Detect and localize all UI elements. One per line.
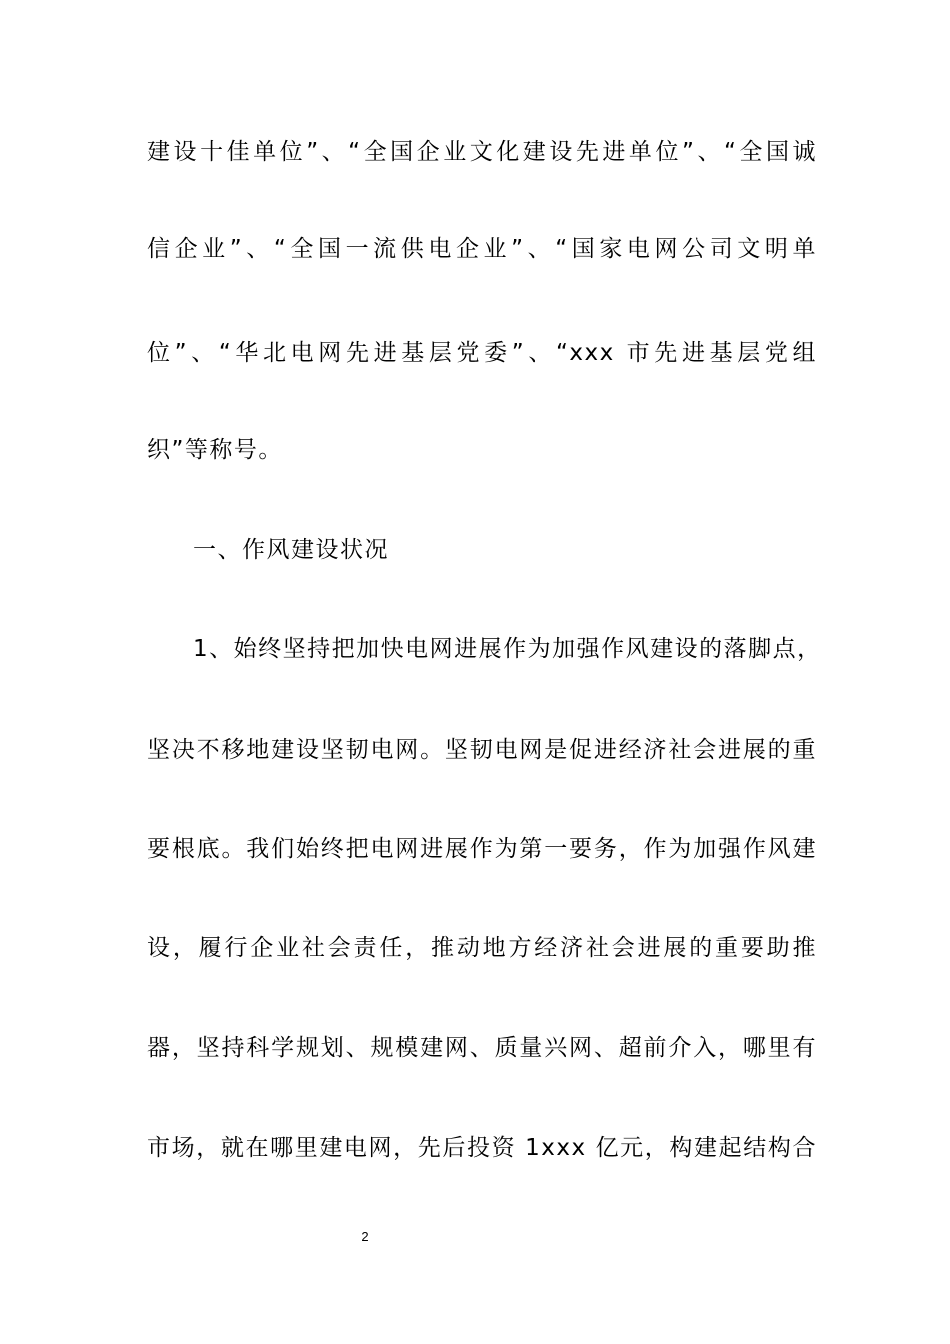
text-line: 位”、“华北电网先进基层党委”、“xxx 市先进基层党组	[147, 340, 817, 366]
text-line: 器，坚持科学规划、规模建网、质量兴网、超前介入，哪里有	[147, 1035, 817, 1061]
text-line: 市场，就在哪里建电网，先后投资 1xxx 亿元，构建起结构合	[147, 1135, 817, 1161]
text-line: 建设十佳单位”、“全国企业文化建设先进单位”、“全国诚	[147, 139, 817, 165]
section-heading: 一、作风建设状况	[193, 537, 389, 563]
text-line: 坚决不移地建设坚韧电网。坚韧电网是促进经济社会进展的重	[147, 737, 817, 763]
text-line: 织”等称号。	[147, 437, 283, 463]
text-line: 信企业”、“全国一流供电企业”、“国家电网公司文明单	[147, 236, 817, 262]
page-number: 2	[361, 1229, 369, 1244]
paragraph-first-line: 1、始终坚持把加快电网进展作为加强作风建设的落脚点，	[193, 636, 822, 662]
text-line: 要根底。我们始终把电网进展作为第一要务，作为加强作风建	[147, 836, 817, 862]
text-line: 设，履行企业社会责任，推动地方经济社会进展的重要助推	[147, 935, 817, 961]
